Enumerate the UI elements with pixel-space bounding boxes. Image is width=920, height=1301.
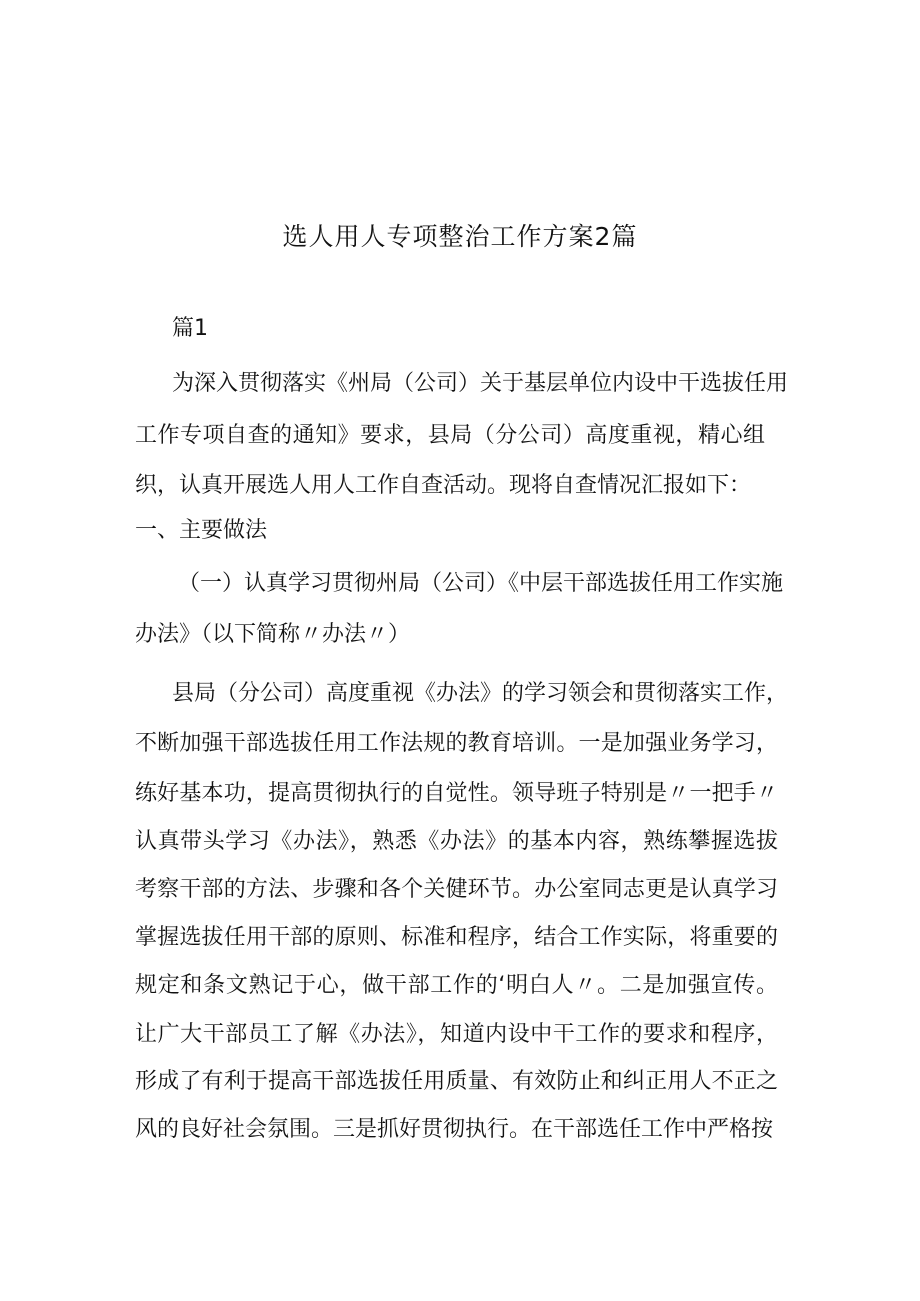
paragraph-line: 形成了有利于提高干部选拔任用质量、有效防止和纠正用人不正之 [135,1069,778,1094]
section-heading: 一、主要做法 [135,518,268,543]
paragraph-line: 让广大干部员工了解《办法》，知道内设中干工作的要求和程序， [135,1022,778,1047]
paragraph-line: 认真带头学习《办法》，熟悉《办法》的基本内容，熟练攀握选拔 [135,829,778,854]
paragraph-line: 不断加强干部选拔任用工作法规的教育培训。一是加强业务学习， [135,731,778,756]
section-label: 篇1 [172,316,208,341]
paragraph-line: 考察干部的方法、步骤和各个关健环节。办公室同志更是认真学习 [135,877,778,902]
subsection-heading: （一）认真学习贯彻州局（公司）《中层干部选拔任用工作实施 [178,571,784,596]
document-title: 选人用人专项整治工作方案2篇 [282,222,638,251]
paragraph-line: 掌握选拔任用干部的原则、标准和程序，结合工作实际，将重要的 [135,925,778,950]
paragraph-line: 规定和条文熟记于心，做干部工作的‘明白人〃。二是加强宣传。 [135,973,778,998]
paragraph-line: 练好基本功，提高贯彻执行的自觉性。领导班子特别是〃一把手〃 [135,781,778,806]
subsection-heading: 办法》（以下简称〃办法〃） [135,622,411,647]
paragraph-line: 风的良好社会氛围。三是抓好贯彻执行。在干部选任工作中严格按 [135,1117,774,1142]
paragraph-line: 县局（分公司）高度重视《办法》的学习领会和贯彻落实工作， [172,681,789,706]
paragraph-line: 为深入贯彻落实《州局（公司）关于基层单位内设中干选拔任用 [172,371,789,396]
paragraph-line: 工作专项自查的通知》要求，县局（分公司）高度重视，精心组 [135,423,765,448]
paragraph-line: 织，认真开展选人用人工作自查活动。现将自查情况汇报如下： [135,473,752,498]
